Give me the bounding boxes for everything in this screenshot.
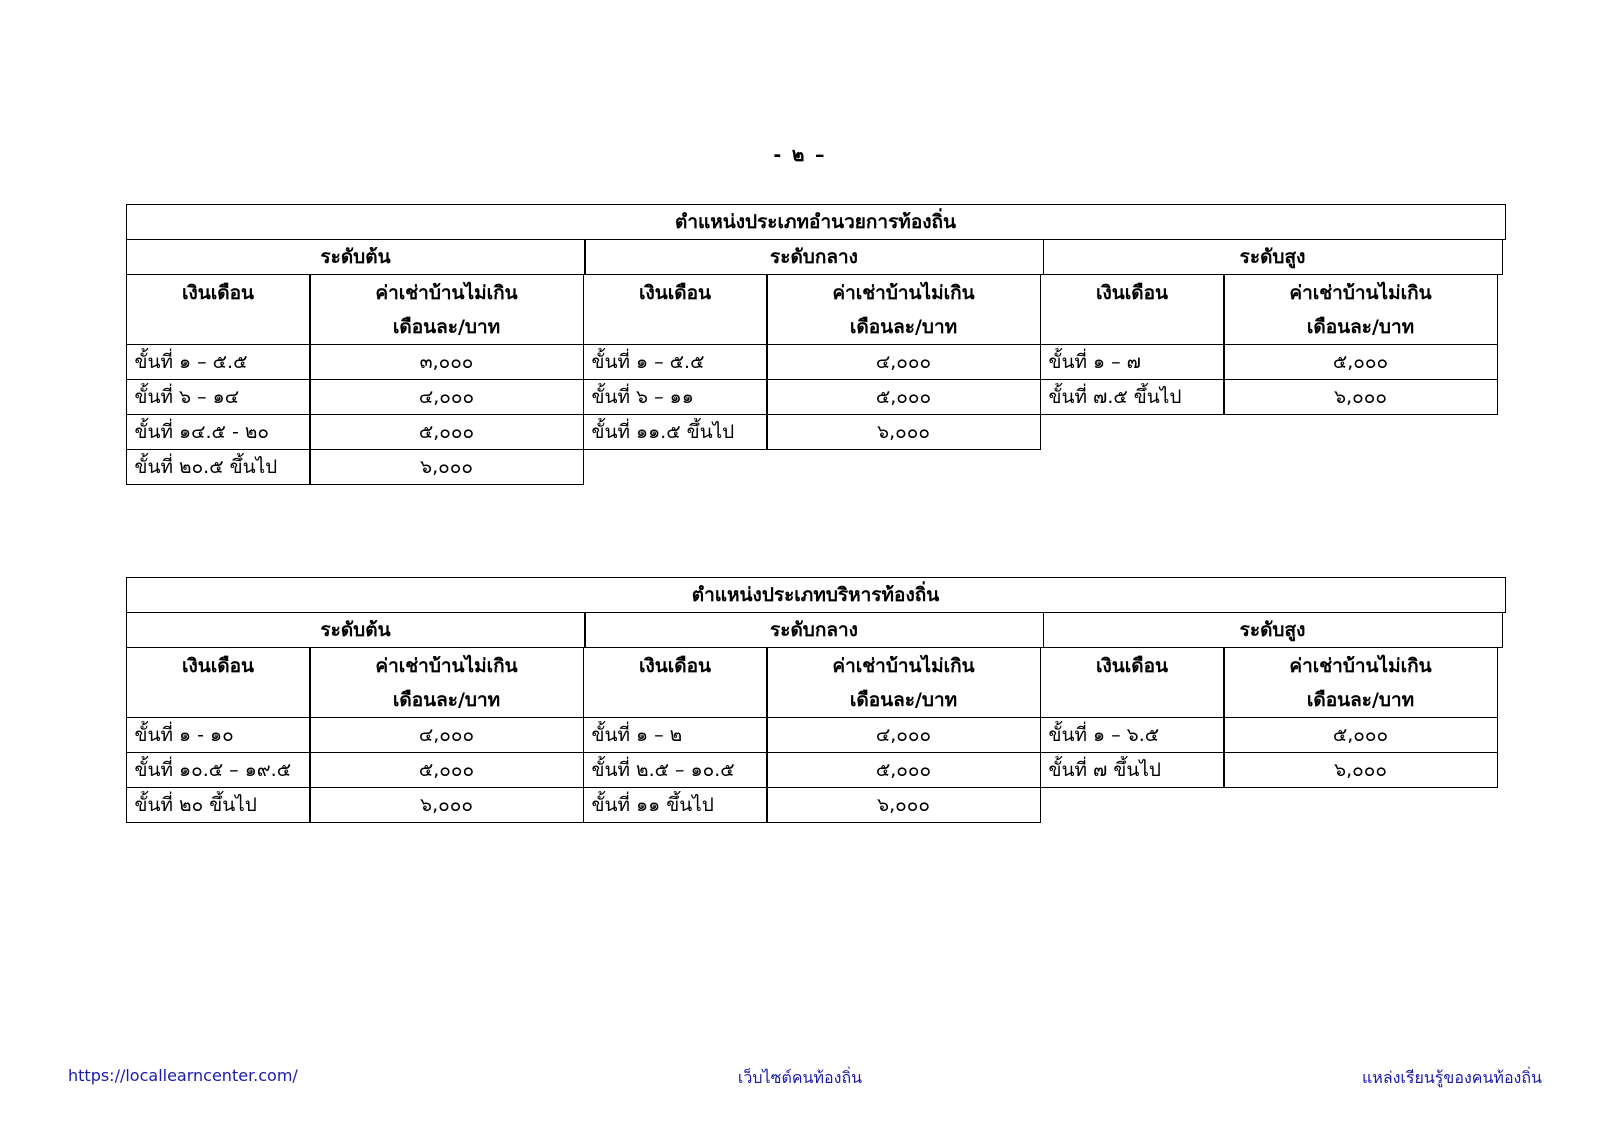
rent-amount-cell: ๔,๐๐๐ <box>309 379 584 416</box>
rent-header-line-1: ค่าเช่าบ้านไม่เกิน <box>1289 281 1432 304</box>
table-title: ตำแหน่งประเภทอำนวยการท้องถิ่น <box>126 204 1506 241</box>
level-header: ระดับกลาง <box>584 239 1044 276</box>
salary-step-cell: ขั้นที่ ๑ – ๒ <box>583 717 768 754</box>
rent-header-line-1: ค่าเช่าบ้านไม่เกิน <box>832 281 975 304</box>
rent-amount-cell: ๕,๐๐๐ <box>309 752 584 789</box>
footer-site-name: เว็บไซต์คนท้องถิ่น <box>737 1068 863 1087</box>
table-row <box>127 380 1507 415</box>
rent-header-line-2: เดือนละ/บาท <box>392 315 501 338</box>
salary-column-header: เงินเดือน <box>583 274 768 346</box>
rent-header-line-1: ค่าเช่าบ้านไม่เกิน <box>375 654 518 677</box>
column-header-row <box>127 648 1507 718</box>
rent-header-line-2: เดือนละ/บาท <box>849 688 958 711</box>
salary-column-header: เงินเดือน <box>1040 274 1225 346</box>
salary-column-header: เงินเดือน <box>126 647 311 719</box>
rent-amount-cell: ๖,๐๐๐ <box>309 449 584 486</box>
table-row <box>127 450 1507 485</box>
rent-column-header <box>766 647 1041 719</box>
table-title: ตำแหน่งประเภทบริหารท้องถิ่น <box>126 577 1506 614</box>
empty-cell <box>1040 414 1225 451</box>
rent-amount-cell: ๖,๐๐๐ <box>1223 752 1498 789</box>
rent-amount-cell: ๕,๐๐๐ <box>766 379 1041 416</box>
salary-step-cell: ขั้นที่ ๑ - ๑๐ <box>126 717 311 754</box>
rent-header-line-2: เดือนละ/บาท <box>849 315 958 338</box>
salary-step-cell: ขั้นที่ ๖ – ๑๔ <box>126 379 311 416</box>
rent-header-line-2: เดือนละ/บาท <box>1306 688 1415 711</box>
rent-amount-cell: ๖,๐๐๐ <box>766 414 1041 451</box>
empty-cell <box>1223 449 1498 486</box>
table-executive-positions <box>127 205 1507 485</box>
rent-header-line-1: ค่าเช่าบ้านไม่เกิน <box>375 281 518 304</box>
empty-cell <box>1223 787 1498 824</box>
salary-step-cell: ขั้นที่ ๑๐.๕ – ๑๙.๕ <box>126 752 311 789</box>
table-title-row <box>127 205 1507 240</box>
rent-amount-cell: ๔,๐๐๐ <box>309 717 584 754</box>
rent-amount-cell: ๕,๐๐๐ <box>309 414 584 451</box>
table-row <box>127 788 1507 823</box>
rent-amount-cell: ๖,๐๐๐ <box>766 787 1041 824</box>
salary-step-cell: ขั้นที่ ๗.๕ ขึ้นไป <box>1040 379 1225 416</box>
salary-step-cell: ขั้นที่ ๒๐ ขึ้นไป <box>126 787 311 824</box>
salary-step-cell: ขั้นที่ ๑ – ๖.๕ <box>1040 717 1225 754</box>
rent-header-line-2: เดือนละ/บาท <box>1306 315 1415 338</box>
empty-cell <box>1223 414 1498 451</box>
salary-column-header: เงินเดือน <box>126 274 311 346</box>
salary-column-header: เงินเดือน <box>583 647 768 719</box>
table-row <box>127 345 1507 380</box>
empty-cell <box>583 449 768 486</box>
rent-column-header <box>1223 647 1498 719</box>
footer-url-link[interactable]: https://locallearncenter.com/ <box>68 1066 298 1085</box>
empty-cell <box>1040 449 1225 486</box>
table-title-row <box>127 578 1507 613</box>
table-row <box>127 753 1507 788</box>
salary-step-cell: ขั้นที่ ๗ ขึ้นไป <box>1040 752 1225 789</box>
salary-step-cell: ขั้นที่ ๑๑ ขึ้นไป <box>583 787 768 824</box>
rent-header-line-2: เดือนละ/บาท <box>392 688 501 711</box>
salary-step-cell: ขั้นที่ ๑๔.๕ - ๒๐ <box>126 414 311 451</box>
rent-amount-cell: ๔,๐๐๐ <box>766 717 1041 754</box>
table-row <box>127 415 1507 450</box>
rent-header-line-1: ค่าเช่าบ้านไม่เกิน <box>1289 654 1432 677</box>
rent-column-header <box>766 274 1041 346</box>
salary-step-cell: ขั้นที่ ๑ – ๕.๕ <box>583 344 768 381</box>
footer-tagline: แหล่งเรียนรู้ของคนท้องถิ่น <box>1361 1068 1542 1087</box>
salary-step-cell: ขั้นที่ ๑๑.๕ ขึ้นไป <box>583 414 768 451</box>
rent-amount-cell: ๔,๐๐๐ <box>766 344 1041 381</box>
rent-amount-cell: ๕,๐๐๐ <box>766 752 1041 789</box>
empty-cell <box>766 449 1041 486</box>
rent-amount-cell: ๕,๐๐๐ <box>1223 717 1498 754</box>
level-header: ระดับสูง <box>1043 239 1503 276</box>
rent-header-line-1: ค่าเช่าบ้านไม่เกิน <box>832 654 975 677</box>
rent-column-header <box>309 274 584 346</box>
level-header: ระดับสูง <box>1043 612 1503 649</box>
table-administrative-positions <box>127 578 1507 823</box>
salary-step-cell: ขั้นที่ ๑ – ๗ <box>1040 344 1225 381</box>
salary-column-header: เงินเดือน <box>1040 647 1225 719</box>
table-row <box>127 718 1507 753</box>
rent-amount-cell: ๖,๐๐๐ <box>309 787 584 824</box>
level-header: ระดับต้น <box>126 612 586 649</box>
level-header-row <box>127 613 1507 648</box>
level-header-row <box>127 240 1507 275</box>
rent-column-header <box>1223 274 1498 346</box>
salary-step-cell: ขั้นที่ ๒.๕ – ๑๐.๕ <box>583 752 768 789</box>
rent-column-header <box>309 647 584 719</box>
page-number: - ๒ – <box>773 144 827 166</box>
salary-step-cell: ขั้นที่ ๒๐.๕ ขึ้นไป <box>126 449 311 486</box>
rent-amount-cell: ๕,๐๐๐ <box>1223 344 1498 381</box>
salary-step-cell: ขั้นที่ ๑ – ๕.๕ <box>126 344 311 381</box>
level-header: ระดับต้น <box>126 239 586 276</box>
level-header: ระดับกลาง <box>584 612 1044 649</box>
rent-amount-cell: ๖,๐๐๐ <box>1223 379 1498 416</box>
salary-step-cell: ขั้นที่ ๖ – ๑๑ <box>583 379 768 416</box>
empty-cell <box>1040 787 1225 824</box>
rent-amount-cell: ๓,๐๐๐ <box>309 344 584 381</box>
column-header-row <box>127 275 1507 345</box>
